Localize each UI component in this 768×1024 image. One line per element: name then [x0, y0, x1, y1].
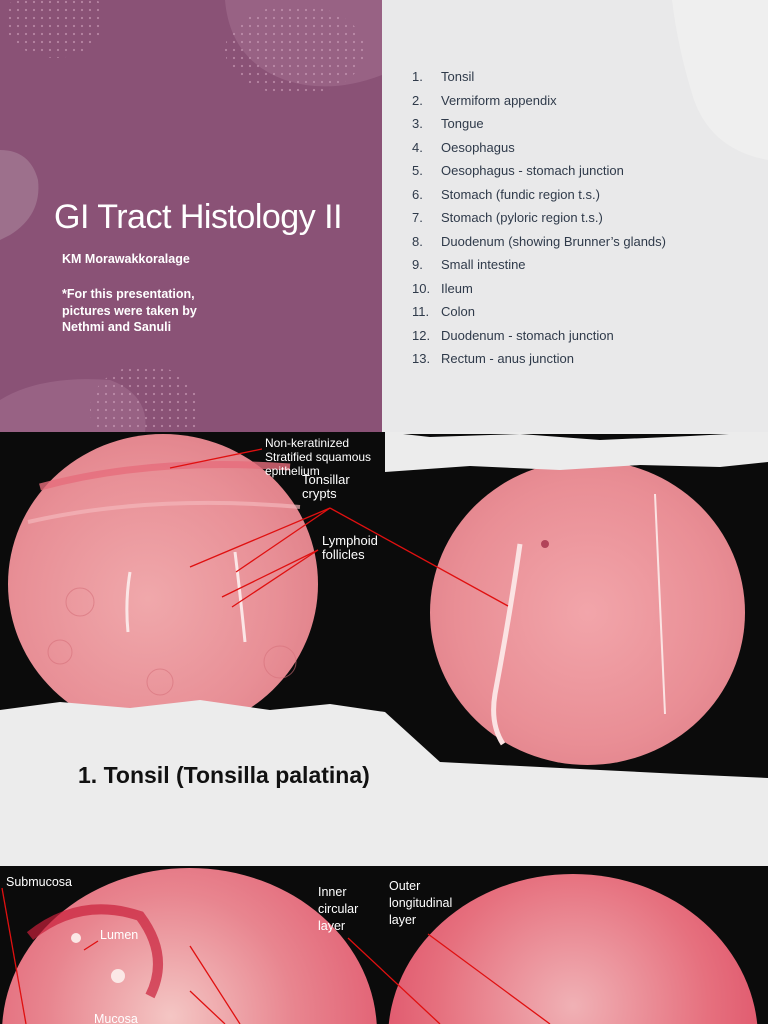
annotation-arrows: [0, 866, 768, 1024]
slide-heading: 1. Tonsil (Tonsilla palatina): [78, 762, 370, 788]
contents-item-number: 6.: [412, 186, 423, 202]
label-inner-circular-layer: Inner circular layer: [318, 885, 359, 933]
contents-item-label: Stomach (pyloric region t.s.): [441, 210, 603, 225]
torn-paper-edge: [0, 432, 768, 866]
contents-list: [412, 69, 666, 375]
contents-item: [412, 328, 666, 352]
contents-item-number: 11.: [412, 304, 430, 319]
contents-item-number: 9.: [412, 257, 423, 272]
presentation-title: GI Tract Histology II: [54, 198, 343, 236]
contents-item-label: Oesophagus - stomach junction: [441, 163, 624, 178]
contents-item-label: Rectum - anus junction: [441, 351, 574, 366]
author-name: KM Morawakkoralage: [62, 252, 190, 266]
label-lumen: Lumen: [100, 928, 139, 942]
contents-item-label: Oesophagus: [441, 139, 515, 155]
contents-item-number: 8.: [412, 233, 423, 249]
contents-item: [412, 304, 666, 328]
contents-item-label: Duodenum - stomach junction: [441, 327, 614, 343]
contents-item-label: Duodenum (showing Brunner’s glands): [441, 233, 666, 249]
contents-item-number: 3.: [412, 116, 423, 131]
photo-credit-note: *For this presentation, pictures were taken by Nethmi and Sanuli: [62, 287, 197, 334]
contents-item-label: Small intestine: [441, 257, 526, 272]
contents-item-label: Stomach (fundic region t.s.): [441, 186, 600, 202]
contents-item-number: 1.: [412, 69, 423, 84]
label-mucosa: Mucosa: [94, 1012, 138, 1024]
contents-item: [412, 69, 666, 93]
label-submucosa: Submucosa: [6, 875, 73, 889]
contents-item-number: 2.: [412, 92, 423, 108]
contents-item-number: 5.: [412, 163, 423, 178]
contents-item-label: Tongue: [441, 116, 484, 131]
contents-item: [412, 281, 666, 305]
contents-item: [412, 234, 666, 258]
contents-item: [412, 140, 666, 164]
contents-item-number: 12.: [412, 327, 431, 343]
title-panel: [0, 0, 382, 432]
contents-item-number: 4.: [412, 139, 423, 155]
contents-item-label: Colon: [441, 304, 475, 319]
contents-item-label: Ileum: [441, 280, 473, 296]
contents-item: [412, 116, 666, 140]
label-epithelium: Non-keratinized Stratified squamous epithelium: [265, 436, 372, 478]
contents-item-number: 10.: [412, 280, 431, 296]
contents-item: [412, 163, 666, 187]
label-outer-longitudinal-layer: Outer longitudinal layer: [389, 879, 453, 927]
title-slide: [0, 0, 768, 432]
appendix-slide: [0, 866, 768, 1024]
label-lymphoid-follicles: Lymphoid follicles: [322, 533, 378, 562]
contents-item-number: 13.: [412, 351, 431, 366]
contents-item: [412, 93, 666, 117]
contents-item: [412, 257, 666, 281]
label-tonsillar-crypts: Tonsillar crypts: [302, 472, 350, 501]
contents-item-label: Tonsil: [441, 69, 475, 84]
contents-item: [412, 351, 666, 375]
contents-item-label: Vermiform appendix: [441, 92, 557, 108]
contents-item-number: 7.: [412, 210, 423, 225]
contents-item: [412, 187, 666, 211]
tonsil-slide: [0, 432, 768, 866]
contents-item: [412, 210, 666, 234]
